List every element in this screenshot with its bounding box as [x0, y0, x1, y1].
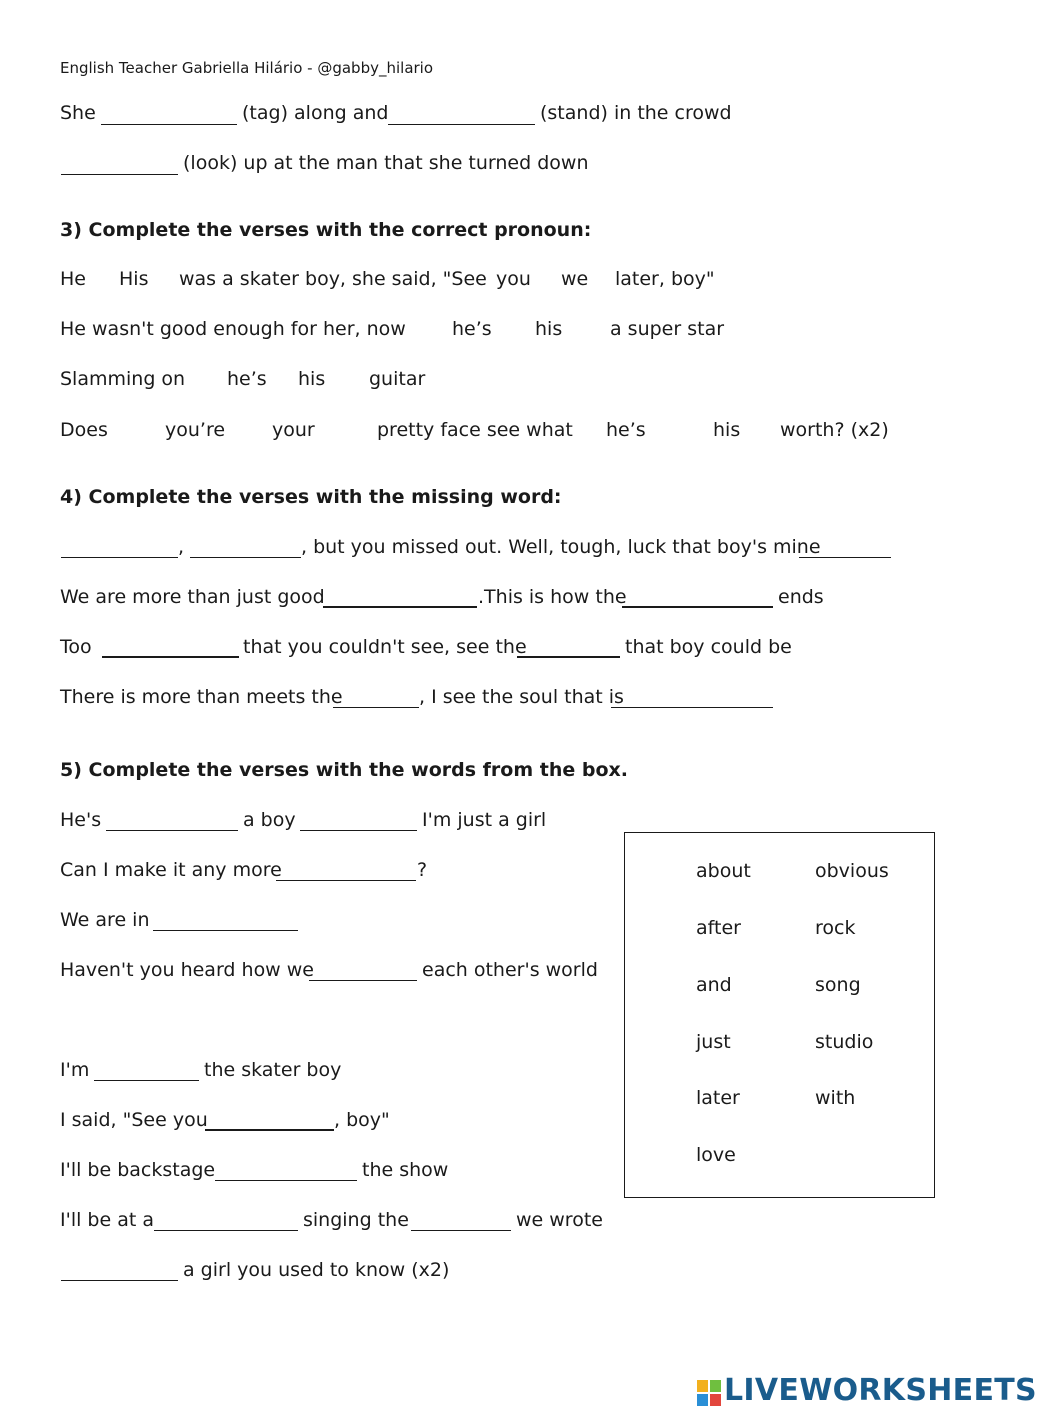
word-box — [624, 832, 935, 1198]
box-word: with — [815, 1087, 856, 1109]
blank[interactable] — [309, 980, 417, 981]
s2-line2-a: (look) up at the man that she turned down — [183, 152, 589, 174]
verse-text: He wasn't good enough for her, now — [60, 318, 406, 340]
s2-line1-a: She — [60, 102, 96, 124]
verse-text: that boy could be — [625, 636, 792, 658]
liveworksheets-logo-icon — [697, 1380, 721, 1406]
pronoun-option[interactable]: his — [535, 318, 563, 340]
verse-text: There is more than meets the — [60, 686, 343, 708]
s2-line1-b: (tag) along and — [242, 102, 389, 124]
pronoun-option[interactable]: his — [713, 419, 741, 441]
verse-text: we wrote — [516, 1209, 603, 1231]
verse-text: Does — [60, 419, 108, 441]
verse-text: the skater boy — [204, 1059, 342, 1081]
verse-text: ? — [417, 859, 428, 881]
box-word: and — [696, 974, 732, 996]
verse-text: Too — [60, 636, 92, 658]
verse-text: I'll be backstage — [60, 1159, 216, 1181]
blank[interactable] — [622, 606, 773, 608]
blank[interactable] — [106, 830, 238, 831]
verse-text: ends — [778, 586, 824, 608]
pronoun-option[interactable]: we — [561, 268, 589, 290]
blank[interactable] — [61, 557, 178, 558]
section5-heading: 5) Complete the verses with the words from the box. — [60, 759, 629, 781]
verse-text: a super star — [610, 318, 725, 340]
s2-line1-c: (stand) in the crowd — [540, 102, 732, 124]
blank[interactable] — [61, 1280, 178, 1281]
pronoun-option[interactable]: you — [496, 268, 531, 290]
verse-text: was a skater boy, she said, "See — [179, 268, 487, 290]
verse-text: singing the — [303, 1209, 409, 1231]
verse-text: , — [178, 536, 185, 558]
verse-text: a boy — [243, 809, 296, 831]
blank[interactable] — [215, 1180, 357, 1181]
blank[interactable] — [94, 1080, 199, 1081]
pronoun-option[interactable]: you’re — [165, 419, 226, 441]
box-word: love — [696, 1144, 736, 1166]
section4-heading: 4) Complete the verses with the missing word: — [60, 486, 562, 508]
verse-text: Slamming on — [60, 368, 186, 390]
verse-text: Can I make it any more — [60, 859, 282, 881]
verse-text: each other's world — [422, 959, 598, 981]
verse-text: We are more than just good — [60, 586, 325, 608]
section3-heading: 3) Complete the verses with the correct pronoun: — [60, 219, 592, 241]
blank[interactable] — [154, 1230, 298, 1231]
verse-text: pretty face see what — [377, 419, 573, 441]
blank[interactable] — [799, 557, 891, 558]
pronoun-option[interactable]: He — [60, 268, 86, 290]
verse-text: .This is how the — [478, 586, 627, 608]
verse-text: , but you missed out. Well, tough, luck that boy's mine — [301, 536, 821, 558]
box-word: later — [696, 1087, 740, 1109]
blank[interactable] — [190, 557, 301, 558]
box-word: song — [815, 974, 861, 996]
blank[interactable] — [333, 707, 419, 708]
header: English Teacher Gabriella Hilário - @gabby_hilario — [60, 59, 434, 77]
blank[interactable] — [411, 1230, 511, 1231]
verse-text: the show — [362, 1159, 449, 1181]
pronoun-option[interactable]: your — [272, 419, 315, 441]
box-word: studio — [815, 1031, 874, 1053]
pronoun-option[interactable]: he’s — [606, 419, 646, 441]
pronoun-option[interactable]: his — [298, 368, 326, 390]
blank[interactable] — [276, 880, 416, 881]
blank[interactable] — [205, 1129, 334, 1131]
verse-text: later, boy" — [615, 268, 715, 290]
box-word: about — [696, 860, 751, 882]
verse-text: Haven't you heard how we — [60, 959, 314, 981]
verse-text: , I see the soul that is — [419, 686, 624, 708]
verse-text: I said, "See you — [60, 1109, 208, 1131]
verse-text: guitar — [369, 368, 426, 390]
verse-text: He's — [60, 809, 102, 831]
blank[interactable] — [300, 830, 417, 831]
verse-text: I'm just a girl — [422, 809, 547, 831]
blank[interactable] — [611, 707, 773, 708]
verse-text: a girl you used to know (x2) — [183, 1259, 450, 1281]
pronoun-option[interactable]: he’s — [452, 318, 492, 340]
liveworksheets-logo[interactable]: LIVEWORKSHEETS — [724, 1373, 1037, 1408]
verse-text: that you couldn't see, see the — [243, 636, 527, 658]
box-word: after — [696, 917, 741, 939]
verse-text: We are in — [60, 909, 150, 931]
blank[interactable] — [517, 656, 620, 658]
pronoun-option[interactable]: he’s — [227, 368, 267, 390]
verse-text: , boy" — [334, 1109, 390, 1131]
box-word: just — [696, 1031, 731, 1053]
blank[interactable] — [101, 124, 237, 125]
blank[interactable] — [102, 656, 239, 658]
verse-text: worth? (x2) — [780, 419, 889, 441]
box-word: rock — [815, 917, 856, 939]
blank[interactable] — [323, 606, 477, 608]
blank[interactable] — [388, 124, 535, 125]
verse-text: I'll be at a — [60, 1209, 154, 1231]
pronoun-option[interactable]: His — [119, 268, 149, 290]
blank[interactable] — [61, 174, 178, 175]
box-word: obvious — [815, 860, 889, 882]
blank[interactable] — [153, 930, 298, 931]
verse-text: I'm — [60, 1059, 90, 1081]
